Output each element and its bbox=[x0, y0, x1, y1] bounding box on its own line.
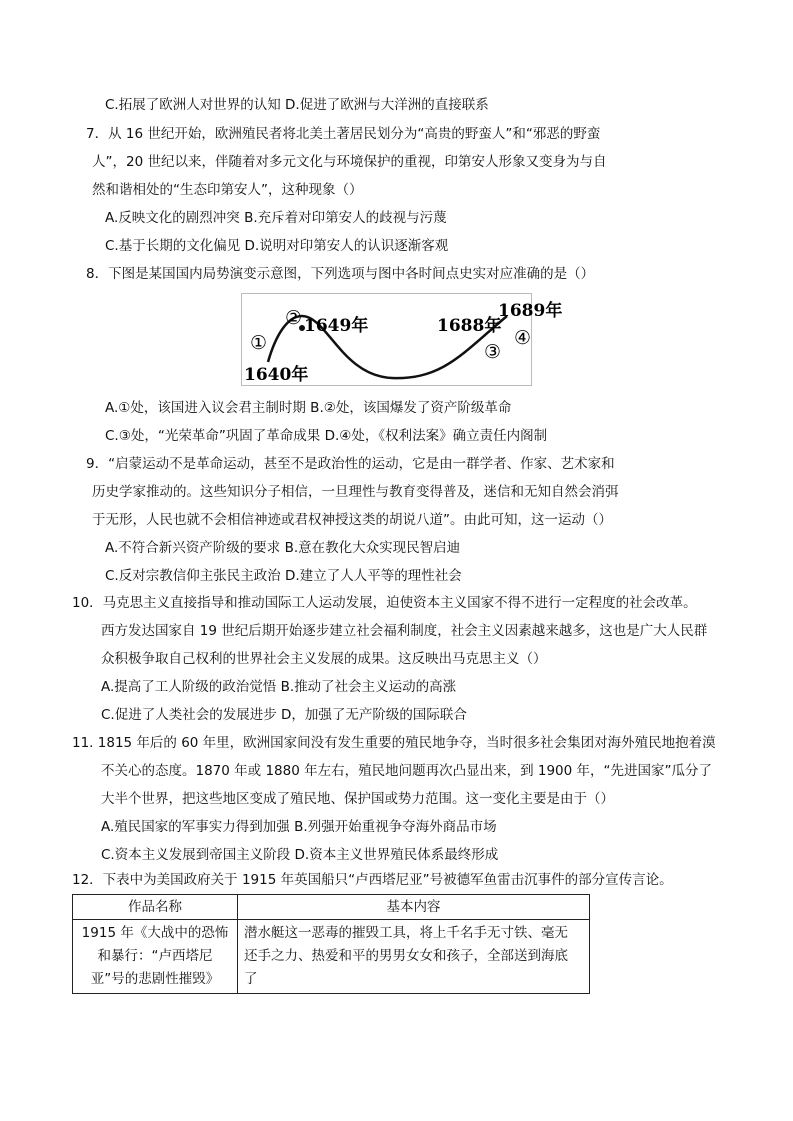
q10-options-ab: A.提高了工人阶级的政治觉悟 B.推动了社会主义运动的高涨 bbox=[101, 679, 457, 695]
cell-work-name-line: 和暴行：“卢西塔尼 bbox=[97, 948, 213, 964]
table-row bbox=[73, 920, 590, 994]
marker-1: ① bbox=[250, 332, 268, 354]
q11-stem-line3: 大半个世界，把这些地区变成了殖民地、保护国或势力范围。这一变化主要是由于（） bbox=[101, 791, 614, 807]
q9-stem-line3: 于无形，人民也就不会相信神迹或君权神授这类的胡说八道”。由此可知，这一运动（） bbox=[92, 512, 612, 528]
cell-work-name-line: 亚”号的悲剧性摧毁》 bbox=[90, 971, 220, 987]
marker-2: ② bbox=[285, 307, 303, 329]
cell-work-name-line: 1915 年《大战中的恐怖 bbox=[81, 925, 229, 941]
marker-4: ④ bbox=[514, 327, 532, 349]
q6-options-cd: C.拓展了欧洲人对世界的认知 D.促进了欧洲与大洋洲的直接联系 bbox=[105, 97, 489, 113]
q11-stem-line2: 不关心的态度。1870 年或 1880 年左右，殖民地问题再次凸显出来，到 1900 年，“先进国家”瓜分了 bbox=[101, 763, 713, 779]
q7-options-cd: C.基于长期的文化偏见 D.说明对印第安人的认识逐渐客观 bbox=[105, 238, 449, 254]
cell-basic-content bbox=[238, 920, 590, 994]
header-basic-content: 基本内容 bbox=[238, 895, 590, 920]
q8-options-ab: A.①处，该国进入议会君主制时期 B.②处，该国爆发了资产阶级革命 bbox=[105, 400, 512, 416]
cell-content-line: 还手之力、热爱和平的男男女女和孩子，全部送到海底 bbox=[244, 948, 568, 964]
cell-work-name bbox=[73, 920, 238, 994]
q11-stem-line1: 11. 1815 年后的 60 年里，欧洲国家间没有发生重要的殖民地争夺，当时很多社会集团对海外殖民地抱着漠 bbox=[72, 735, 716, 751]
q11-options-cd: C.资本主义发展到帝国主义阶段 D.资本主义世界殖民体系最终形成 bbox=[101, 847, 499, 863]
year-1688: 1688年 bbox=[437, 316, 502, 336]
situation-chart-svg bbox=[242, 294, 563, 385]
cell-content-line: 潜水艇这一恶毒的摧毁工具，将上千名手无寸铁、毫无 bbox=[244, 925, 568, 941]
marker-3: ③ bbox=[484, 341, 502, 363]
q8-stem: 8．下图是某国国内局势演变示意图，下列选项与图中各时间点史实对应准确的是（） bbox=[86, 266, 595, 282]
year-1649: 1649年 bbox=[304, 316, 369, 336]
q12-stem: 12．下表中为美国政府关于 1915 年英国船只“卢西塔尼亚”号被德军鱼雷击沉事件的部分宣传言论。 bbox=[72, 872, 673, 888]
header-work-name: 作品名称 bbox=[73, 895, 238, 920]
propaganda-table bbox=[72, 894, 590, 994]
cell-content-line: 了 bbox=[244, 971, 258, 987]
q10-options-cd: C.促进了人类社会的发展进步 D，加强了无产阶级的国际联合 bbox=[101, 707, 467, 723]
situation-chart bbox=[241, 293, 563, 386]
q9-stem-line1: 9．“启蒙运动不是革命运动，甚至不是政治性的运动，它是由一群学者、作家、艺术家和 bbox=[86, 456, 615, 472]
q7-stem-line2: 人”，20 世纪以来，伴随着对多元文化与环境保护的重视，印第安人形象又变身为与自 bbox=[92, 154, 607, 170]
year-1640: 1640年 bbox=[244, 365, 309, 385]
q9-options-ab: A.不符合新兴资产阶级的要求 B.意在教化大众实现民智启迪 bbox=[105, 540, 461, 556]
q7-stem-line3: 然和谐相处的“生态印第安人”，这种现象（） bbox=[92, 182, 363, 198]
q10-stem-line2: 西方发达国家自 19 世纪后期开始逐步建立社会福利制度，社会主义因素越来越多，这也是广大人民群 bbox=[101, 623, 708, 639]
q9-options-cd: C.反对宗教信仰主张民主政治 D.建立了人人平等的理性社会 bbox=[105, 568, 462, 584]
q9-stem-line2: 历史学家推动的。这些知识分子相信，一旦理性与教育变得普及，迷信和无知自然会消弭 bbox=[92, 484, 619, 500]
q10-stem-line1: 10．马克思主义直接指导和推动国际工人运动发展，迫使资本主义国家不得不进行一定程度的社会改革。 bbox=[72, 595, 697, 611]
q8-options-cd: C.③处，“光荣革命”巩固了革命成果 D.④处，《权利法案》确立责任内阁制 bbox=[105, 428, 548, 444]
year-1689: 1689年 bbox=[498, 301, 563, 321]
q7-stem-line1: 7．从 16 世纪开始，欧洲殖民者将北美土著居民划分为“高贵的野蛮人”和“邪恶的野蛮 bbox=[86, 126, 601, 142]
q7-options-ab: A.反映文化的剧烈冲突 B.充斥着对印第安人的歧视与污蔑 bbox=[105, 210, 447, 226]
table-header-row bbox=[73, 895, 590, 920]
q10-stem-line3: 众积极争取自己权利的世界社会主义发展的成果。这反映出马克思主义（） bbox=[101, 651, 547, 667]
q11-options-ab: A.殖民国家的军事实力得到加强 B.列强开始重视争夺海外商品市场 bbox=[101, 819, 497, 835]
